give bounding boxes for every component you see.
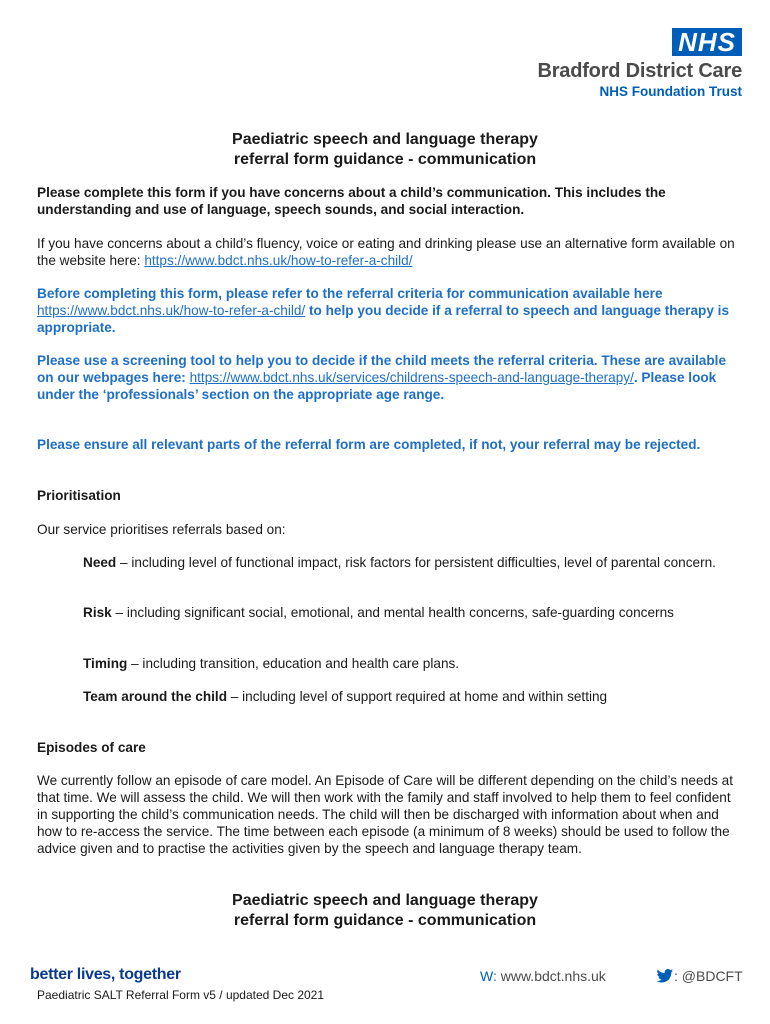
org-name: Bradford District Care	[537, 60, 742, 82]
priority-term: Need	[83, 555, 117, 570]
priority-term: Team around the child	[83, 689, 228, 704]
twitter-bird-icon	[656, 969, 674, 983]
title-line-1: Paediatric speech and language therapy	[232, 131, 538, 148]
priority-item-timing	[83, 655, 723, 672]
web-label: W:	[480, 968, 497, 984]
screening-tool-paragraph	[37, 352, 737, 403]
completion-warning-paragraph: Please ensure all relevant parts of the referral form are completed, if not, your referral may be rejected.	[37, 437, 701, 452]
repeated-page-title	[0, 891, 770, 931]
form-reference: Paediatric SALT Referral Form v5 / updated Dec 2021	[37, 988, 325, 1002]
org-subtitle: NHS Foundation Trust	[599, 84, 742, 99]
priority-desc: – including level of functional impact, risk factors for persistent difficulties, level of parental concern.	[116, 555, 716, 570]
title-line-2: referral form guidance - communication	[233, 151, 537, 168]
episodes-paragraph: We currently follow an episode of care model. An Episode of Care will be different depending on the child’s needs at that time. We will assess the child. We will then work with the family and staff involved to help them to feel confident in supporting the child’s communication needs. The child will then be discharged with information about when and how to re-access the service. The time between each episode (a minimum of 8 weeks) should be used to follow the advice given and to practise the activities given by the speech and language therapy team.	[37, 773, 733, 856]
referral-criteria-text-a: Before completing this form, please refer to the referral criteria for communication available here	[37, 286, 663, 301]
episodes-heading: Episodes of care	[37, 740, 146, 755]
priority-desc: – including significant social, emotional, and mental health concerns, safe-guarding concerns	[111, 605, 674, 620]
title-line-1: Paediatric speech and language therapy	[232, 892, 538, 909]
speech-therapy-services-link[interactable]: https://www.bdct.nhs.uk/services/childrens-speech-and-language-therapy/	[189, 370, 634, 385]
web-url[interactable]: www.bdct.nhs.uk	[496, 968, 606, 984]
intro-paragraph: Please complete this form if you have concerns about a child’s communication. This includes the understanding and use of language, speech sounds, and social interaction.	[37, 185, 666, 217]
referral-criteria-paragraph	[37, 285, 737, 336]
footer-twitter	[656, 968, 743, 984]
priority-item-risk	[83, 604, 723, 621]
priority-desc: – including level of support required at home and within setting	[227, 689, 608, 704]
screening-tool-text-a: Please use a screening tool to help you to decide if the child meets the referral criteria. These are available on our webpages here:	[37, 353, 726, 385]
how-to-refer-link[interactable]: https://www.bdct.nhs.uk/how-to-refer-a-child/	[144, 253, 413, 268]
priority-term: Risk	[83, 605, 112, 620]
nhs-logo-block	[537, 28, 742, 99]
footer-website	[480, 968, 606, 984]
priority-term: Timing	[83, 656, 128, 671]
referral-criteria-text-b: to help you decide if a referral to speech and language therapy is appropriate.	[37, 303, 730, 335]
twitter-handle[interactable]: : @BDCFT	[674, 968, 743, 984]
alternative-form-text: If you have concerns about a child’s fluency, voice or eating and drinking please use an alternative form available on the website here:	[37, 236, 735, 268]
screening-tool-text-b: . Please look under the ‘professionals’ section on the appropriate age range.	[37, 370, 717, 402]
nhs-logo: NHS	[672, 28, 742, 56]
priority-item-team	[83, 688, 723, 705]
prioritisation-intro: Our service prioritises referrals based on:	[37, 522, 286, 537]
priority-item-need	[83, 554, 723, 571]
referral-criteria-link[interactable]: https://www.bdct.nhs.uk/how-to-refer-a-child/	[37, 303, 306, 318]
prioritisation-heading: Prioritisation	[37, 488, 121, 503]
footer-slogan: better lives, together	[30, 966, 181, 983]
title-line-2: referral form guidance - communication	[233, 912, 537, 929]
alternative-form-paragraph	[37, 235, 737, 269]
priority-desc: – including transition, education and health care plans.	[127, 656, 460, 671]
page-title	[0, 130, 770, 170]
